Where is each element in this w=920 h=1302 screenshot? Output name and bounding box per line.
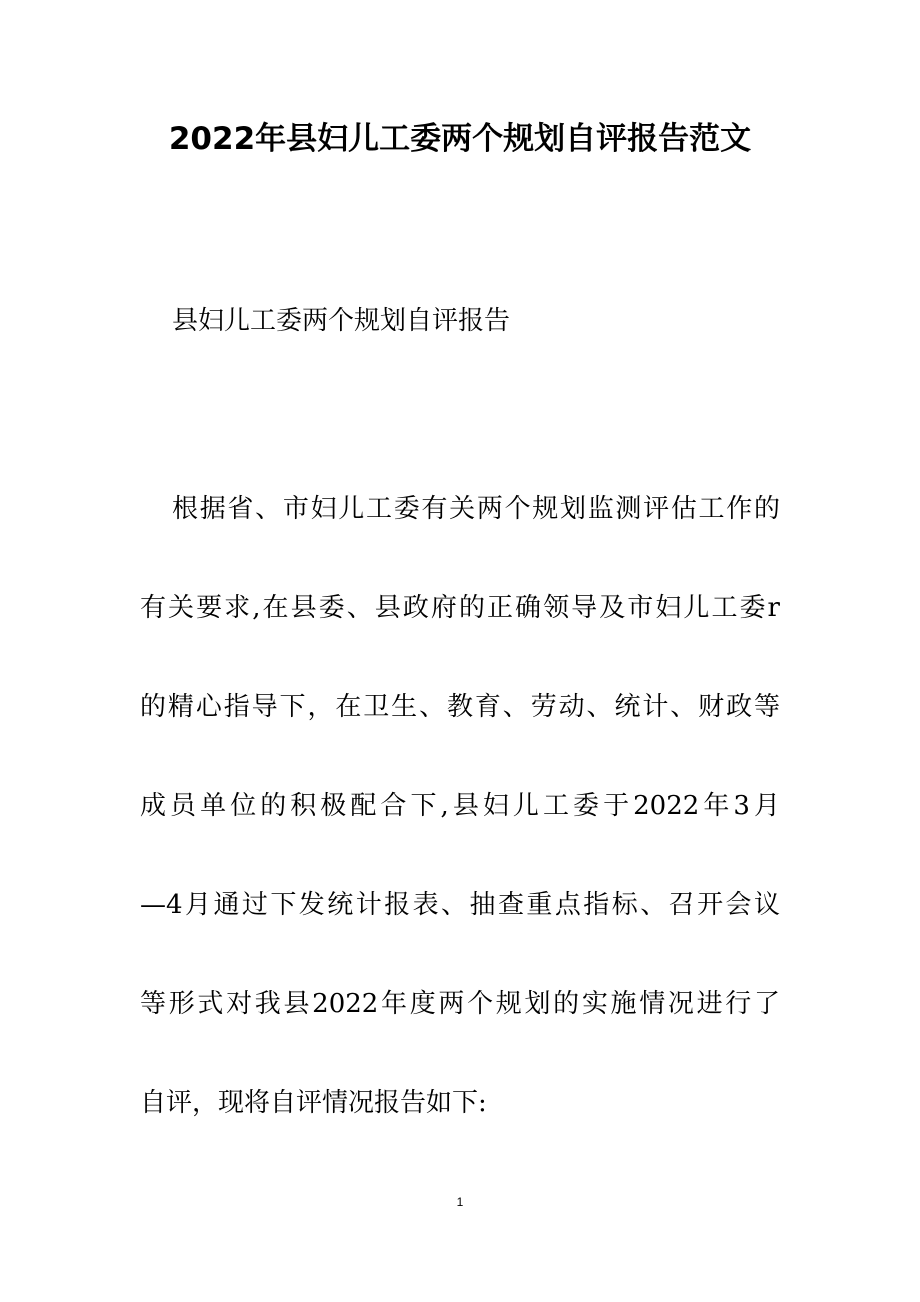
paragraph-line: 自评，现将自评情况报告如下: [140, 1088, 487, 1118]
paragraph-line: 等形式对我县2022年度两个规划的实施情况进行了 [140, 989, 780, 1019]
page-number: 1 [456, 1195, 464, 1209]
paragraph-line: 成员单位的积极配合下,县妇儿工委于2022年3月 [140, 791, 780, 821]
body-paragraph [140, 484, 780, 1177]
paragraph-line: —4月通过下发统计报表、抽查重点指标、召开会议 [140, 890, 780, 920]
paragraph-line: 有关要求,在县委、县政府的正确领导及市妇儿工委r [140, 593, 780, 623]
page-title: 2022年县妇儿工委两个规划自评报告范文 [168, 121, 752, 157]
report-subtitle: 县妇儿工委两个规划自评报告 [172, 306, 511, 336]
paragraph-line: 的精心指导下，在卫生、教育、劳动、统计、财政等 [140, 692, 780, 722]
paragraph-line: 根据省、市妇儿工委有关两个规划监测评估工作的 [172, 494, 780, 524]
